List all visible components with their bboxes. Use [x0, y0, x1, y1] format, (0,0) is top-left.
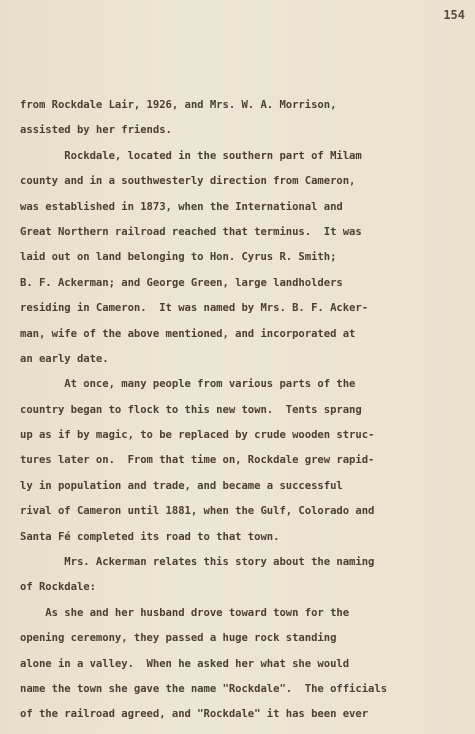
text-line: Great Northern railroad reached that terminus. It was	[20, 225, 362, 238]
text-line: ly in population and trade, and became a successful	[20, 479, 343, 492]
text-line: B. F. Ackerman; and George Green, large landholders	[20, 276, 343, 289]
text-line: alone in a valley. When he asked her what she would	[20, 657, 350, 670]
text-line: At once, many people from various parts of the	[20, 378, 356, 391]
text-line: residing in Cameron. It was named by Mrs. B. F. Acker-	[20, 302, 369, 315]
body-text	[20, 93, 460, 728]
text-line: country began to flock to this new town. Tents sprang	[20, 403, 362, 416]
text-line: of Rockdale:	[20, 581, 96, 594]
text-line: of the railroad agreed, and "Rockdale" it has been ever	[20, 708, 369, 721]
text-line: rival of Cameron until 1881, when the Gulf, Colorado and	[20, 505, 375, 518]
text-line: an early date.	[20, 352, 109, 365]
text-line: up as if by magic, to be replaced by crude wooden struc-	[20, 429, 375, 442]
text-line: name the town she gave the name "Rockdale". The officials	[20, 682, 388, 695]
text-line: from Rockdale Lair, 1926, and Mrs. W. A. Morrison,	[20, 99, 337, 111]
text-line: assisted by her friends.	[20, 124, 172, 137]
text-line: Santa Fé completed its road to that town.	[20, 530, 280, 543]
text-line: tures later on. From that time on, Rockdale grew rapid-	[20, 454, 375, 467]
text-line: opening ceremony, they passed a huge rock standing	[20, 632, 337, 645]
text-line: man, wife of the above mentioned, and incorporated at	[20, 327, 356, 340]
text-line: was established in 1873, when the International and	[20, 200, 343, 213]
text-line: Rockdale, located in the southern part of Milam	[20, 149, 362, 162]
page-number: 154	[443, 8, 465, 22]
text-line: county and in a southwesterly direction from Cameron,	[20, 175, 356, 188]
text-line: Mrs. Ackerman relates this story about the naming	[20, 556, 375, 569]
text-line: laid out on land belonging to Hon. Cyrus R. Smith;	[20, 251, 337, 264]
text-line: As she and her husband drove toward town for the	[20, 606, 350, 619]
